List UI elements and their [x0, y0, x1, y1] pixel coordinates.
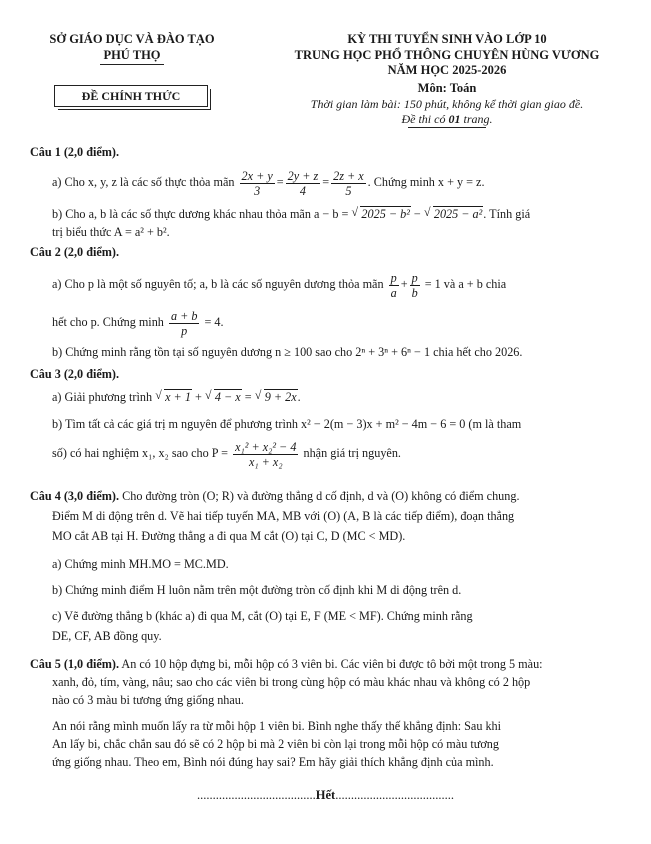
q3a-sqrt-2: [205, 390, 242, 406]
q1a-fraction-3: [331, 169, 366, 198]
q3b-fraction: [233, 440, 298, 469]
official-label: ĐỀ CHÍNH THỨC: [54, 85, 208, 107]
department-rule: [100, 64, 164, 65]
q1a-f1-den: 3: [254, 183, 261, 198]
question-5-p1-line2: [30, 675, 642, 691]
q3a-sqrt-3: [255, 390, 298, 406]
exam-pages: [262, 112, 632, 127]
question-4a: [30, 557, 642, 573]
q4-line3: MO cắt AB tại H. Đường thẳng a đi qua M cắt (O) tại C, D (MC < MD).: [52, 529, 406, 543]
question-3a: a) Giải phương trình √ x + 1 + √ 4 − x = √ 9 + 2x.: [30, 390, 642, 406]
exam-subject: Môn: Toán: [417, 80, 477, 95]
end-dots-left: ......................................: [197, 788, 316, 802]
q4-line2: Điểm M di động trên d. Vẽ hai tiếp tuyến MA, MB với (O) (A, B là các tiếp điểm), đoạn thẳng: [52, 509, 515, 523]
q4-intro: Cho đường tròn (O; R) và đường thẳng d cố định, d và (O) không có điểm chung.: [119, 489, 520, 503]
q5-p1-line3: nào có 3 màu bi tương ứng giống nhau.: [52, 693, 244, 707]
q1a-f3-num: 2z + x: [333, 168, 364, 183]
q4a: a) Chứng minh MH.MO = MC.MD.: [52, 557, 229, 571]
q3b-f-num: x₁² + x₂² − 4: [235, 439, 297, 454]
question-1-title: Câu 1 (2,0 điểm).: [30, 145, 120, 159]
q5-p2-line1: An nói rằng mình muốn lấy ra từ mỗi hộp 1 viên bi. Bình nghe thấy thế khẳng định: Sau khi: [52, 719, 502, 733]
question-1: [30, 145, 620, 161]
exam-header: [262, 32, 632, 128]
pages-count: 01: [448, 111, 461, 126]
end-dots-right: ......................................: [335, 788, 454, 802]
q2a-tail: = 1 và a + b chia: [421, 277, 507, 291]
q1a-f3-den: 5: [345, 183, 352, 198]
q4c-line2: DE, CF, AB đồng quy.: [52, 629, 162, 643]
q1a-f2-den: 4: [299, 183, 306, 198]
q1b-minus: −: [410, 207, 424, 221]
q3b-line2: số) có hai nghiệm x₁, x₂ sao cho P =: [52, 446, 229, 460]
q1a-fraction-1: [240, 169, 275, 198]
q3a-radicand-1: x + 1: [165, 390, 191, 404]
question-5-p2-line2: [30, 737, 642, 753]
q5-p2-line3: ứng giống nhau. Theo em, Bình nói đúng hay sai? Em hãy giải thích khẳng định của mình.: [52, 755, 494, 769]
q2a-fraction-3: [169, 309, 200, 338]
question-5-p1-line3: [30, 693, 642, 709]
pages-rule: [408, 127, 486, 128]
question-2a-line2: [30, 305, 642, 339]
question-4-line2: [30, 509, 642, 525]
question-4b: [30, 583, 642, 599]
question-3-title: Câu 3 (2,0 điểm).: [30, 367, 120, 381]
exam-title-line1: KỲ THI TUYỂN SINH VÀO LỚP 10: [347, 32, 547, 46]
question-1b-line2: [30, 225, 642, 241]
q3b-f-den: x₁ + x₂: [248, 454, 283, 469]
question-3: [30, 367, 620, 383]
question-1b: [30, 207, 642, 223]
q3a-radicand-3: 9 + 2x: [264, 390, 297, 404]
question-4-line3: [30, 529, 642, 545]
q4c-line1: c) Vẽ đường thẳng b (khác a) đi qua M, cắt (O) tại E, F (ME < MF). Chứng minh rằng: [52, 609, 473, 623]
q3a-text: a) Giải phương trình: [52, 390, 153, 404]
q1a-fraction-2: [286, 169, 321, 198]
q5-p1-line1: An có 10 hộp đựng bi, mỗi hộp có 3 viên bi. Các viên bi được tô bởi một trong 5 màu:: [119, 657, 543, 671]
question-3b-line2: [30, 435, 642, 471]
q2b-text: b) Chứng minh rằng tồn tại số nguyên dương n ≥ 100 sao cho 2ⁿ + 3ⁿ + 6ⁿ − 1 chia hết cho 2026.: [52, 345, 523, 359]
q1b-line2: trị biểu thức A = a² + b².: [52, 225, 170, 239]
question-3b: [30, 417, 642, 433]
q1b-sqrt-1: [351, 207, 410, 223]
q2a-f3-den: p: [181, 323, 188, 338]
q1a-f2-num: 2y + z: [287, 168, 319, 183]
q2a-line2-tail: = 4.: [201, 315, 224, 329]
q3b-text: b) Tìm tất cả các giá trị m nguyên để phương trình x² − 2(m − 3)x + m² − 4m − 6 = 0 (m là tham: [52, 417, 522, 431]
question-1a: a) Cho x, y, z là các số thực thỏa mãn $\frac{2x + y}{3}$ = $\frac{2y + z}{4}$ = $\frac{2z + x}{5}$ . Chứng minh x + y = z.: [52, 168, 485, 198]
q1b-radicand-2: 2025 − a²: [433, 207, 483, 221]
end-marker: [0, 787, 651, 803]
question-2b: [30, 345, 642, 361]
question-4c-line2: [30, 629, 642, 645]
q2a-f2-num: p: [411, 270, 418, 285]
question-5-title: Câu 5 (1,0 điểm).: [30, 657, 120, 671]
end-label: Hết: [315, 788, 336, 802]
q2a-f1-den: a: [390, 285, 397, 300]
question-2: [30, 245, 620, 261]
question-5-p2-line1: [30, 719, 642, 735]
q3a-sqrt-1: [155, 390, 192, 406]
exam-title-line3: NĂM HỌC 2025-2026: [387, 63, 507, 78]
department-header: [22, 32, 242, 65]
question-5: [30, 657, 620, 673]
question-2a: a) Cho p là một số nguyên tố; a, b là các số nguyên dương thỏa mãn $\frac{p}{a}$ + $\frac{p}{b}$ = 1 và a + b chia: [52, 270, 507, 300]
q1b-radicand-1: 2025 − b²: [361, 207, 410, 221]
exam-time: Thời gian làm bài: 150 phút, không kể thời gian giao đề.: [310, 96, 584, 111]
question-5-p2-line3: [30, 755, 642, 771]
q5-p1-line2: xanh, đỏ, tím, vàng, nâu; sao cho các viên bi trong cùng hộp có màu khác nhau và không có 2 hộp: [52, 675, 531, 689]
question-4: [30, 489, 620, 505]
q2a-fraction-2: [410, 271, 420, 300]
q2a-text: a) Cho p là một số nguyên tố; a, b là các số nguyên dương thỏa mãn: [52, 277, 384, 291]
q3a-radicand-2: 4 − x: [214, 390, 241, 404]
q1b-tail: . Tính giá: [483, 207, 531, 221]
q1b-sqrt-2: [424, 207, 483, 223]
pages-suffix: trang.: [460, 111, 493, 126]
department-line2: PHÚ THỌ: [103, 47, 161, 62]
q2a-fraction-1: [389, 271, 399, 300]
exam-title-line2: TRUNG HỌC PHỔ THÔNG CHUYÊN HÙNG VƯƠNG: [294, 47, 600, 62]
question-4c: [30, 609, 642, 625]
question-4-title: Câu 4 (3,0 điểm).: [30, 489, 120, 503]
q2a-line2: hết cho p. Chứng minh: [52, 315, 164, 329]
department-line1: SỞ GIÁO DỤC VÀ ĐÀO TẠO: [49, 32, 215, 46]
q5-p2-line2: An lấy bi, chắc chắn sau đó sẽ có 2 hộp bi mà 2 viên bi còn lại trong mỗi hộp có màu tương: [52, 737, 499, 751]
q4b: b) Chứng minh điểm H luôn nằm trên một đường tròn cố định khi M di động trên d.: [52, 583, 462, 597]
q2a-f3-num: a + b: [170, 308, 198, 323]
q1a-tail: . Chứng minh x + y = z.: [367, 175, 485, 189]
q3b-tail: nhận giá trị nguyên.: [300, 446, 401, 460]
q2a-f1-num: p: [390, 270, 397, 285]
q2a-f2-den: b: [411, 285, 418, 300]
q1a-text: a) Cho x, y, z là các số thực thỏa mãn: [52, 175, 235, 189]
q1a-f1-num: 2x + y: [241, 168, 273, 183]
question-2-title: Câu 2 (2,0 điểm).: [30, 245, 120, 259]
pages-prefix: Đề thi có: [401, 111, 449, 126]
q1b-text: b) Cho a, b là các số thực dương khác nhau thỏa mãn a − b =: [52, 207, 349, 221]
